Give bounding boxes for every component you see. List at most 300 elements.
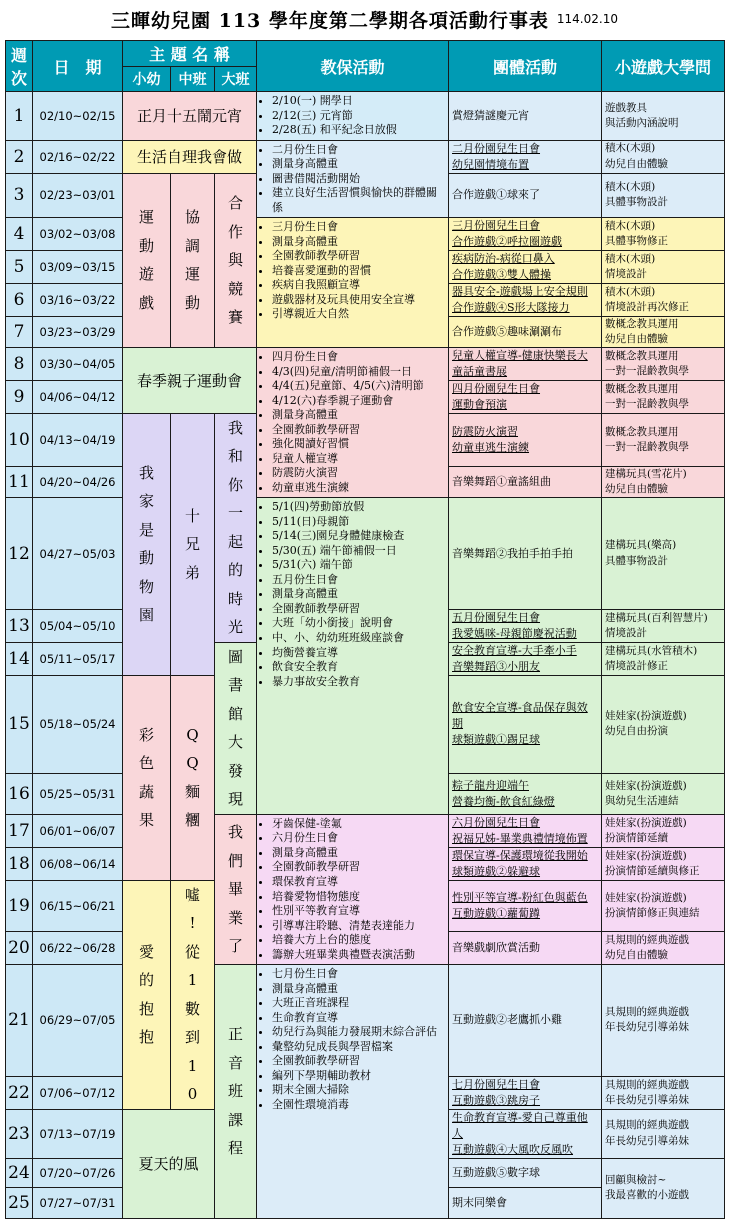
- group-activity: [449, 773, 602, 814]
- group-activity-line: 童話童書展: [452, 365, 508, 379]
- game-activity-line: 年長幼兒引導弟妹: [605, 1093, 690, 1106]
- group-activity-line: 合作遊戲⑤趣味涮涮布: [452, 325, 563, 338]
- edu-activities: [257, 218, 449, 348]
- week-date: 06/29~07/05: [33, 965, 123, 1077]
- game-activity: [602, 675, 725, 773]
- game-activity-line: 娃娃家(扮演遊戲): [605, 816, 687, 829]
- group-activity-line: 音樂舞蹈①童謠組曲: [452, 475, 552, 489]
- edu-item: • 4/4(五)兒童節、4/5(六)清明節: [272, 379, 445, 394]
- week-date: 07/13~07/19: [33, 1109, 123, 1158]
- theme-char: 運: [184, 265, 200, 284]
- theme-char: 調: [184, 236, 200, 255]
- theme-mid-count: [171, 880, 215, 1109]
- edu-item: • 均衡營養宣導: [272, 646, 445, 661]
- group-activity: [449, 1187, 602, 1218]
- theme-char: 噓: [184, 885, 200, 904]
- game-activity-line: 具體事物設計: [605, 196, 669, 209]
- theme-char: 動: [138, 549, 154, 568]
- game-activity-line: 幼兒自由扮演: [605, 725, 669, 738]
- game-activity-line: 幼兒自由體驗: [605, 483, 669, 496]
- week-date: 04/13~04/19: [33, 413, 123, 466]
- theme-char: 兄: [184, 535, 200, 554]
- game-activity-line: 建構玩具(水管積木): [605, 644, 698, 657]
- week-number: 3: [6, 173, 33, 218]
- theme-char: 競: [228, 279, 244, 298]
- theme-char: 我: [228, 823, 244, 842]
- edu-item: • 籌辦大班畢業典禮暨表演活動: [272, 948, 445, 963]
- edu-item: • 培養愛物惜物態度: [272, 890, 445, 905]
- group-activity-line: 互動遊戲④大風吹反風吹: [452, 1142, 574, 1156]
- group-activity-line: 球類遊戲②躲避球: [452, 864, 541, 878]
- group-activity: [449, 610, 602, 643]
- week-number: 25: [6, 1187, 33, 1218]
- theme-big-cooperation: [215, 173, 257, 348]
- edu-item: • 5/31(六) 端午節: [272, 558, 445, 573]
- theme-char: 課: [228, 1110, 244, 1129]
- game-activity: [602, 316, 725, 347]
- group-activity: [449, 381, 602, 414]
- game-activity: [602, 965, 725, 1077]
- theme-char: 一: [228, 504, 244, 523]
- edu-item: • 編列下學期輔助教材: [272, 1069, 445, 1084]
- edu-item: • 期末全園大掃除: [272, 1083, 445, 1098]
- edu-item: • 測量身高體重: [272, 982, 445, 997]
- week-date: 07/27~07/31: [33, 1187, 123, 1218]
- edu-list: [260, 94, 445, 138]
- edu-activities: [257, 348, 449, 498]
- week-number: 5: [6, 251, 33, 284]
- group-activity-line: 三月份園兒生日會: [452, 219, 541, 233]
- group-activity-line: 祝福兄姊-畢業典禮情境佈置: [452, 831, 588, 845]
- edu-item: • 圖書借閱活動開始: [272, 172, 445, 187]
- theme-char: 和: [228, 447, 244, 466]
- edu-item: • 遊戲器材及玩具使用安全宣導: [272, 293, 445, 308]
- game-activity-line: 具規則的經典遊戲: [605, 1006, 690, 1019]
- game-activity-line: 娃娃家(扮演遊戲): [605, 849, 687, 862]
- group-activity-line: 七月份園兒生日會: [452, 1077, 541, 1091]
- week-number: 9: [6, 381, 33, 414]
- theme-char: 果: [138, 811, 154, 830]
- theme-char: 的: [228, 561, 244, 580]
- game-activity-line: 一對一混齡教與學: [605, 398, 690, 410]
- game-activity-line: 一對一混齡教與學: [605, 365, 690, 378]
- theme-char: 們: [228, 851, 244, 870]
- edu-item: • 測量身高體重: [272, 408, 445, 423]
- edu-item: • 疾病自我照顧宣導: [272, 278, 445, 293]
- game-activity: [602, 1158, 725, 1218]
- theme-lantern: 正月十五鬧元宵: [123, 92, 257, 141]
- week-date: 05/25~05/31: [33, 773, 123, 814]
- week-number: 1: [6, 92, 33, 141]
- week-number: 12: [6, 498, 33, 610]
- edu-item: • 測量身高體重: [272, 157, 445, 172]
- theme-char: 班: [228, 1082, 244, 1101]
- theme-char: 是: [138, 520, 154, 539]
- theme-char: 愛: [138, 942, 154, 961]
- game-activity-line: 遊戲教具: [605, 101, 648, 114]
- edu-activities: [257, 498, 449, 815]
- game-activity-line: 年長幼兒引導弟妹: [605, 1021, 690, 1034]
- edu-item: • 測量身高體重: [272, 846, 445, 861]
- group-activity-line: 四月份園兒生日會: [452, 382, 541, 396]
- game-activity: [602, 381, 725, 414]
- group-activity-line: 環保宣導-保護環境從我開始: [452, 848, 588, 862]
- edu-item: • 全園教師教學研習: [272, 602, 445, 617]
- theme-big-phonics: [215, 965, 257, 1218]
- theme-char: 抱: [138, 1028, 154, 1047]
- group-activity-line: 音樂舞蹈③小朋友: [452, 659, 541, 673]
- week-date: 07/06~07/12: [33, 1076, 123, 1109]
- game-activity: [602, 642, 725, 675]
- theme-small-vegetables: [123, 675, 171, 880]
- title-date: 114.02.10: [556, 12, 618, 26]
- theme-char: 動: [184, 293, 200, 312]
- game-activity-line: 積木(木頭): [605, 142, 656, 155]
- week-number: 20: [6, 932, 33, 965]
- group-activity-line: 合作遊戲①球來了: [452, 188, 541, 202]
- group-activity-line: 生命教育宣導-愛自己尊重他人: [452, 1110, 588, 1140]
- group-activity-line: 我愛媽咪-母親節慶祝活動: [452, 627, 577, 640]
- edu-list: [260, 350, 445, 495]
- theme-char: 賽: [228, 308, 244, 327]
- edu-item: • 5/1(四)勞動節放假: [272, 500, 445, 515]
- edu-item: • 三月份生日會: [272, 220, 445, 235]
- game-activity: [602, 1076, 725, 1109]
- group-activity-line: 音樂舞蹈②我拍手拍手拍: [452, 546, 574, 560]
- week-date: 05/11~05/17: [33, 642, 123, 675]
- game-activity: [602, 847, 725, 880]
- edu-item: • 2/12(三) 元宵節: [272, 109, 445, 124]
- theme-char: 的: [138, 971, 154, 990]
- edu-item: • 建立良好生活習慣與愉快的群體關係: [272, 186, 445, 215]
- theme-char: Q: [186, 725, 199, 744]
- group-activity-line: 互動遊戲②老鷹抓小雞: [452, 1013, 563, 1027]
- edu-item: • 測量身高體重: [272, 587, 445, 602]
- theme-char: 與: [228, 251, 244, 270]
- group-activity-line: 營養均衡-飲食紅綠燈: [452, 794, 555, 808]
- theme-char: 弟: [184, 563, 200, 582]
- group-activity-line: 飲食安全宣導-食品保存與效期: [452, 701, 588, 731]
- group-activity-line: 粽子龍舟迎端午: [452, 779, 530, 792]
- game-activity-line: 積木(木頭): [605, 181, 656, 194]
- edu-item: • 4/12(六)春季親子運動會: [272, 394, 445, 409]
- edu-item: • 大班正音班課程: [272, 996, 445, 1011]
- game-activity: [602, 140, 725, 173]
- week-number: 21: [6, 965, 33, 1077]
- edu-item: • 防震防火演習: [272, 466, 445, 481]
- game-activity: [602, 880, 725, 931]
- schedule-table: [5, 40, 725, 1219]
- edu-item: • 二月份生日會: [272, 143, 445, 158]
- theme-char: 運: [138, 208, 154, 227]
- group-activity: [449, 316, 602, 347]
- week-number: 2: [6, 140, 33, 173]
- game-activity-line: 娃娃家(扮演遊戲): [605, 779, 687, 792]
- game-activity-line: 娃娃家(扮演遊戲): [605, 710, 687, 723]
- theme-char: 家: [138, 492, 154, 511]
- group-activity-line: 幼童車逃生演練: [452, 440, 530, 454]
- group-activity-line: 球類遊戲①踢足球: [452, 733, 541, 747]
- theme-char: 發: [228, 761, 244, 780]
- edu-item: • 飲食安全教育: [272, 660, 445, 675]
- theme-char: 館: [228, 704, 244, 723]
- theme-char: 我: [138, 463, 154, 482]
- group-activity-line: 互動遊戲①蘿蔔蹲: [452, 906, 541, 920]
- edu-item: • 性別平等教育宣導: [272, 904, 445, 919]
- group-activity: [449, 880, 602, 931]
- game-activity-line: 建構玩具(樂高): [605, 539, 677, 552]
- title-text: 三暉幼兒園 113 學年度第二學期各項活動行事表: [111, 9, 549, 32]
- game-activity: [602, 773, 725, 814]
- theme-char: 麵: [184, 782, 200, 801]
- edu-item: • 幼兒行為與能力發展期末綜合評估: [272, 1025, 445, 1040]
- group-activity: [449, 642, 602, 675]
- game-activity-line: 積木(木頭): [605, 252, 656, 265]
- header-group: 團體活動: [449, 41, 602, 92]
- group-activity: [449, 173, 602, 218]
- theme-char: 抱: [138, 999, 154, 1018]
- group-activity-line: 兒童人權宣導-健康快樂長大: [452, 349, 588, 363]
- week-number: 6: [6, 283, 33, 316]
- theme-char: 你: [228, 475, 244, 494]
- game-activity-line: 情境設計修正: [605, 659, 669, 672]
- week-number: 16: [6, 773, 33, 814]
- theme-char: 光: [228, 618, 244, 637]
- theme-char: 戲: [138, 293, 154, 312]
- edu-list: [260, 500, 445, 689]
- game-activity-line: 具規則的經典遊戲: [605, 933, 690, 946]
- edu-item: • 環保教育宣導: [272, 875, 445, 890]
- header-big: 大班: [215, 67, 257, 92]
- game-activity: [602, 283, 725, 316]
- group-activity: [449, 413, 602, 466]
- game-activity: [602, 466, 725, 497]
- week-number: 18: [6, 847, 33, 880]
- game-activity: [602, 413, 725, 466]
- edu-item: • 五月份生日會: [272, 573, 445, 588]
- edu-item: • 測量身高體重: [272, 235, 445, 250]
- week-number: 23: [6, 1109, 33, 1158]
- week-date: 03/16~03/22: [33, 283, 123, 316]
- game-activity: [602, 251, 725, 284]
- edu-item: • 全園教師教學研習: [272, 860, 445, 875]
- week-number: 24: [6, 1158, 33, 1187]
- edu-item: • 生命教育宣導: [272, 1011, 445, 1026]
- theme-char: 彩: [138, 725, 154, 744]
- group-activity-line: 器具安全-遊戲場上安全規則: [452, 284, 588, 298]
- edu-item: • 全園教師教學研習: [272, 249, 445, 264]
- theme-small-hugs: [123, 880, 171, 1109]
- edu-item: • 2/28(五) 和平紀念日放假: [272, 123, 445, 138]
- game-activity-line: 具規則的經典遊戲: [605, 1119, 690, 1132]
- group-activity-line: 期末同樂會: [452, 1195, 508, 1209]
- game-activity: [602, 610, 725, 643]
- week-number: 13: [6, 610, 33, 643]
- header-date: 日 期: [33, 41, 123, 92]
- week-date: 05/04~05/10: [33, 610, 123, 643]
- group-activity: [449, 1158, 602, 1187]
- group-activity: [449, 283, 602, 316]
- theme-char: Q: [186, 754, 199, 773]
- group-activity-line: 賞燈猜謎慶元宵: [452, 108, 530, 122]
- game-activity-line: 扮演情節修正與連結: [605, 906, 700, 919]
- game-activity-line: 情境設計: [605, 267, 648, 280]
- edu-activities: [257, 814, 449, 964]
- game-activity: [602, 498, 725, 610]
- edu-item: • 5/14(三)園兒身體健康檢查: [272, 529, 445, 544]
- edu-activities: [257, 965, 449, 1218]
- group-activity-line: 互動遊戲⑤數字球: [452, 1165, 541, 1179]
- week-number: 17: [6, 814, 33, 847]
- week-date: 06/15~06/21: [33, 880, 123, 931]
- game-activity-line: 建構玩具(雪花片): [605, 467, 687, 480]
- game-activity-line: 扮演情節延續與修正: [605, 864, 700, 877]
- group-activity-line: 六月份園兒生日會: [452, 815, 541, 829]
- edu-list: [260, 967, 445, 1112]
- edu-item: • 幼童車逃生演練: [272, 481, 445, 496]
- game-activity: [602, 1109, 725, 1158]
- group-activity: [449, 498, 602, 610]
- week-number: 8: [6, 348, 33, 381]
- game-activity: [602, 814, 725, 847]
- edu-list: [260, 817, 445, 962]
- week-date: 06/01~06/07: [33, 814, 123, 847]
- theme-char: 蔬: [138, 782, 154, 801]
- game-activity-line: 我最喜歡的小遊戲: [605, 1189, 690, 1201]
- week-date: 03/02~03/08: [33, 218, 123, 251]
- group-activity: [449, 140, 602, 173]
- theme-mid-dough: [171, 675, 215, 880]
- edu-item: • 暴力事故安全教育: [272, 675, 445, 690]
- theme-char: 1: [187, 1056, 198, 1075]
- theme-small-sports: [123, 173, 171, 348]
- header-week: 週次: [6, 41, 33, 92]
- theme-char: !: [189, 914, 196, 933]
- theme-big-graduation: [215, 814, 257, 964]
- group-activity-line: 互動遊戲③跳房子: [452, 1093, 541, 1107]
- game-activity-line: 具體事物修正: [605, 235, 669, 248]
- edu-item: • 六月份生日會: [272, 831, 445, 846]
- week-date: 04/20~04/26: [33, 466, 123, 497]
- theme-char: 到: [184, 1028, 200, 1047]
- group-activity-line: 五月份園兒生日會: [452, 611, 541, 625]
- theme-char: 書: [228, 676, 244, 695]
- theme-char: 畢: [228, 880, 244, 899]
- theme-char: 圖: [228, 647, 244, 666]
- edu-item: • 全園教師教學研習: [272, 1054, 445, 1069]
- game-activity-line: 積木(木頭): [605, 219, 656, 232]
- theme-char: 我: [228, 418, 244, 437]
- header-game: 小遊戲大學問: [602, 41, 725, 92]
- game-activity-line: 一對一混齡教與學: [605, 440, 690, 453]
- group-activity-line: 音樂戲劇欣賞活動: [452, 941, 541, 955]
- theme-char: 正: [228, 1025, 244, 1044]
- week-number: 10: [6, 413, 33, 466]
- week-date: 06/08~06/14: [33, 847, 123, 880]
- theme-char: 從: [184, 942, 200, 961]
- week-number: 7: [6, 316, 33, 347]
- header-theme: 主 題 名 稱: [123, 41, 257, 67]
- edu-item: • 全園性環境消毒: [272, 1098, 445, 1113]
- group-activity: [449, 847, 602, 880]
- game-activity-line: 扮演情節延續: [605, 831, 669, 844]
- edu-item: • 牙齒保健-塗氟: [272, 817, 445, 832]
- edu-item: • 2/10(一) 開學日: [272, 94, 445, 109]
- group-activity: [449, 932, 602, 965]
- group-activity-line: 合作遊戲②呼拉圈遊戲: [452, 235, 563, 249]
- theme-mid-ten-brothers: [171, 413, 215, 675]
- theme-self-care: 生活自理我會做: [123, 140, 257, 173]
- game-activity-line: 建構玩具(百利智慧片): [605, 611, 708, 624]
- theme-char: 時: [228, 589, 244, 608]
- header-small: 小幼: [123, 67, 171, 92]
- theme-char: 園: [138, 606, 154, 625]
- theme-small-zoo: [123, 413, 171, 675]
- group-activity-line: 合作遊戲④S形大隊接力: [452, 300, 570, 314]
- theme-char: 0: [187, 1085, 198, 1104]
- week-number: 11: [6, 466, 33, 497]
- edu-item: • 兒童人權宣導: [272, 452, 445, 467]
- game-activity: [602, 348, 725, 381]
- group-activity: [449, 675, 602, 773]
- group-activity: [449, 965, 602, 1077]
- theme-char: 物: [138, 577, 154, 596]
- game-activity-line: 年長幼兒引導弟妹: [605, 1134, 690, 1147]
- theme-char: 起: [228, 532, 244, 551]
- edu-item: • 四月份生日會: [272, 350, 445, 365]
- group-activity-line: 疾病防治-病從口鼻入: [452, 252, 555, 265]
- theme-mid-coordination: [171, 173, 215, 348]
- theme-char: 數: [184, 999, 200, 1018]
- theme-char: 遊: [138, 265, 154, 284]
- theme-char: 協: [184, 208, 200, 227]
- theme-sports-day: 春季親子運動會: [123, 348, 257, 414]
- theme-char: 音: [228, 1053, 244, 1072]
- week-number: 14: [6, 642, 33, 675]
- edu-item: • 全園教師教學研習: [272, 423, 445, 438]
- group-activity-line: 安全教育宣導-大手牽小手: [452, 643, 577, 657]
- game-activity: [602, 218, 725, 251]
- theme-char: 動: [138, 236, 154, 255]
- theme-char: 大: [228, 733, 244, 752]
- theme-char: 1: [187, 971, 198, 990]
- week-date: 05/18~05/24: [33, 675, 123, 773]
- game-activity-line: 回顧與檢討~: [605, 1173, 667, 1186]
- week-date: 04/06~04/12: [33, 381, 123, 414]
- edu-item: • 彙整幼兒成長與學習檔案: [272, 1040, 445, 1055]
- edu-item: • 5/11(日)母親節: [272, 515, 445, 530]
- game-activity-line: 娃娃家(扮演遊戲): [605, 891, 687, 904]
- header-mid: 中班: [171, 67, 215, 92]
- header-edu: 教保活動: [257, 41, 449, 92]
- week-number: 4: [6, 218, 33, 251]
- game-activity-line: 具體事物設計: [605, 554, 669, 567]
- edu-item: • 強化閱讀好習慣: [272, 437, 445, 452]
- week-date: 03/23~03/29: [33, 316, 123, 347]
- week-number: 15: [6, 675, 33, 773]
- game-activity-line: 與幼兒生活連結: [605, 794, 679, 807]
- edu-item: • 中、小、幼幼班班級座談會: [272, 631, 445, 646]
- game-activity: [602, 92, 725, 141]
- theme-char: 十: [184, 506, 200, 525]
- game-activity-line: 數概念教具運用: [605, 317, 679, 330]
- game-activity-line: 幼兒自由體驗: [605, 157, 669, 170]
- theme-char: 合: [228, 194, 244, 213]
- edu-item: • 培養大方上台的態度: [272, 933, 445, 948]
- game-activity-line: 積木(木頭): [605, 285, 656, 298]
- group-activity: [449, 348, 602, 381]
- game-activity-line: 具規則的經典遊戲: [605, 1078, 690, 1091]
